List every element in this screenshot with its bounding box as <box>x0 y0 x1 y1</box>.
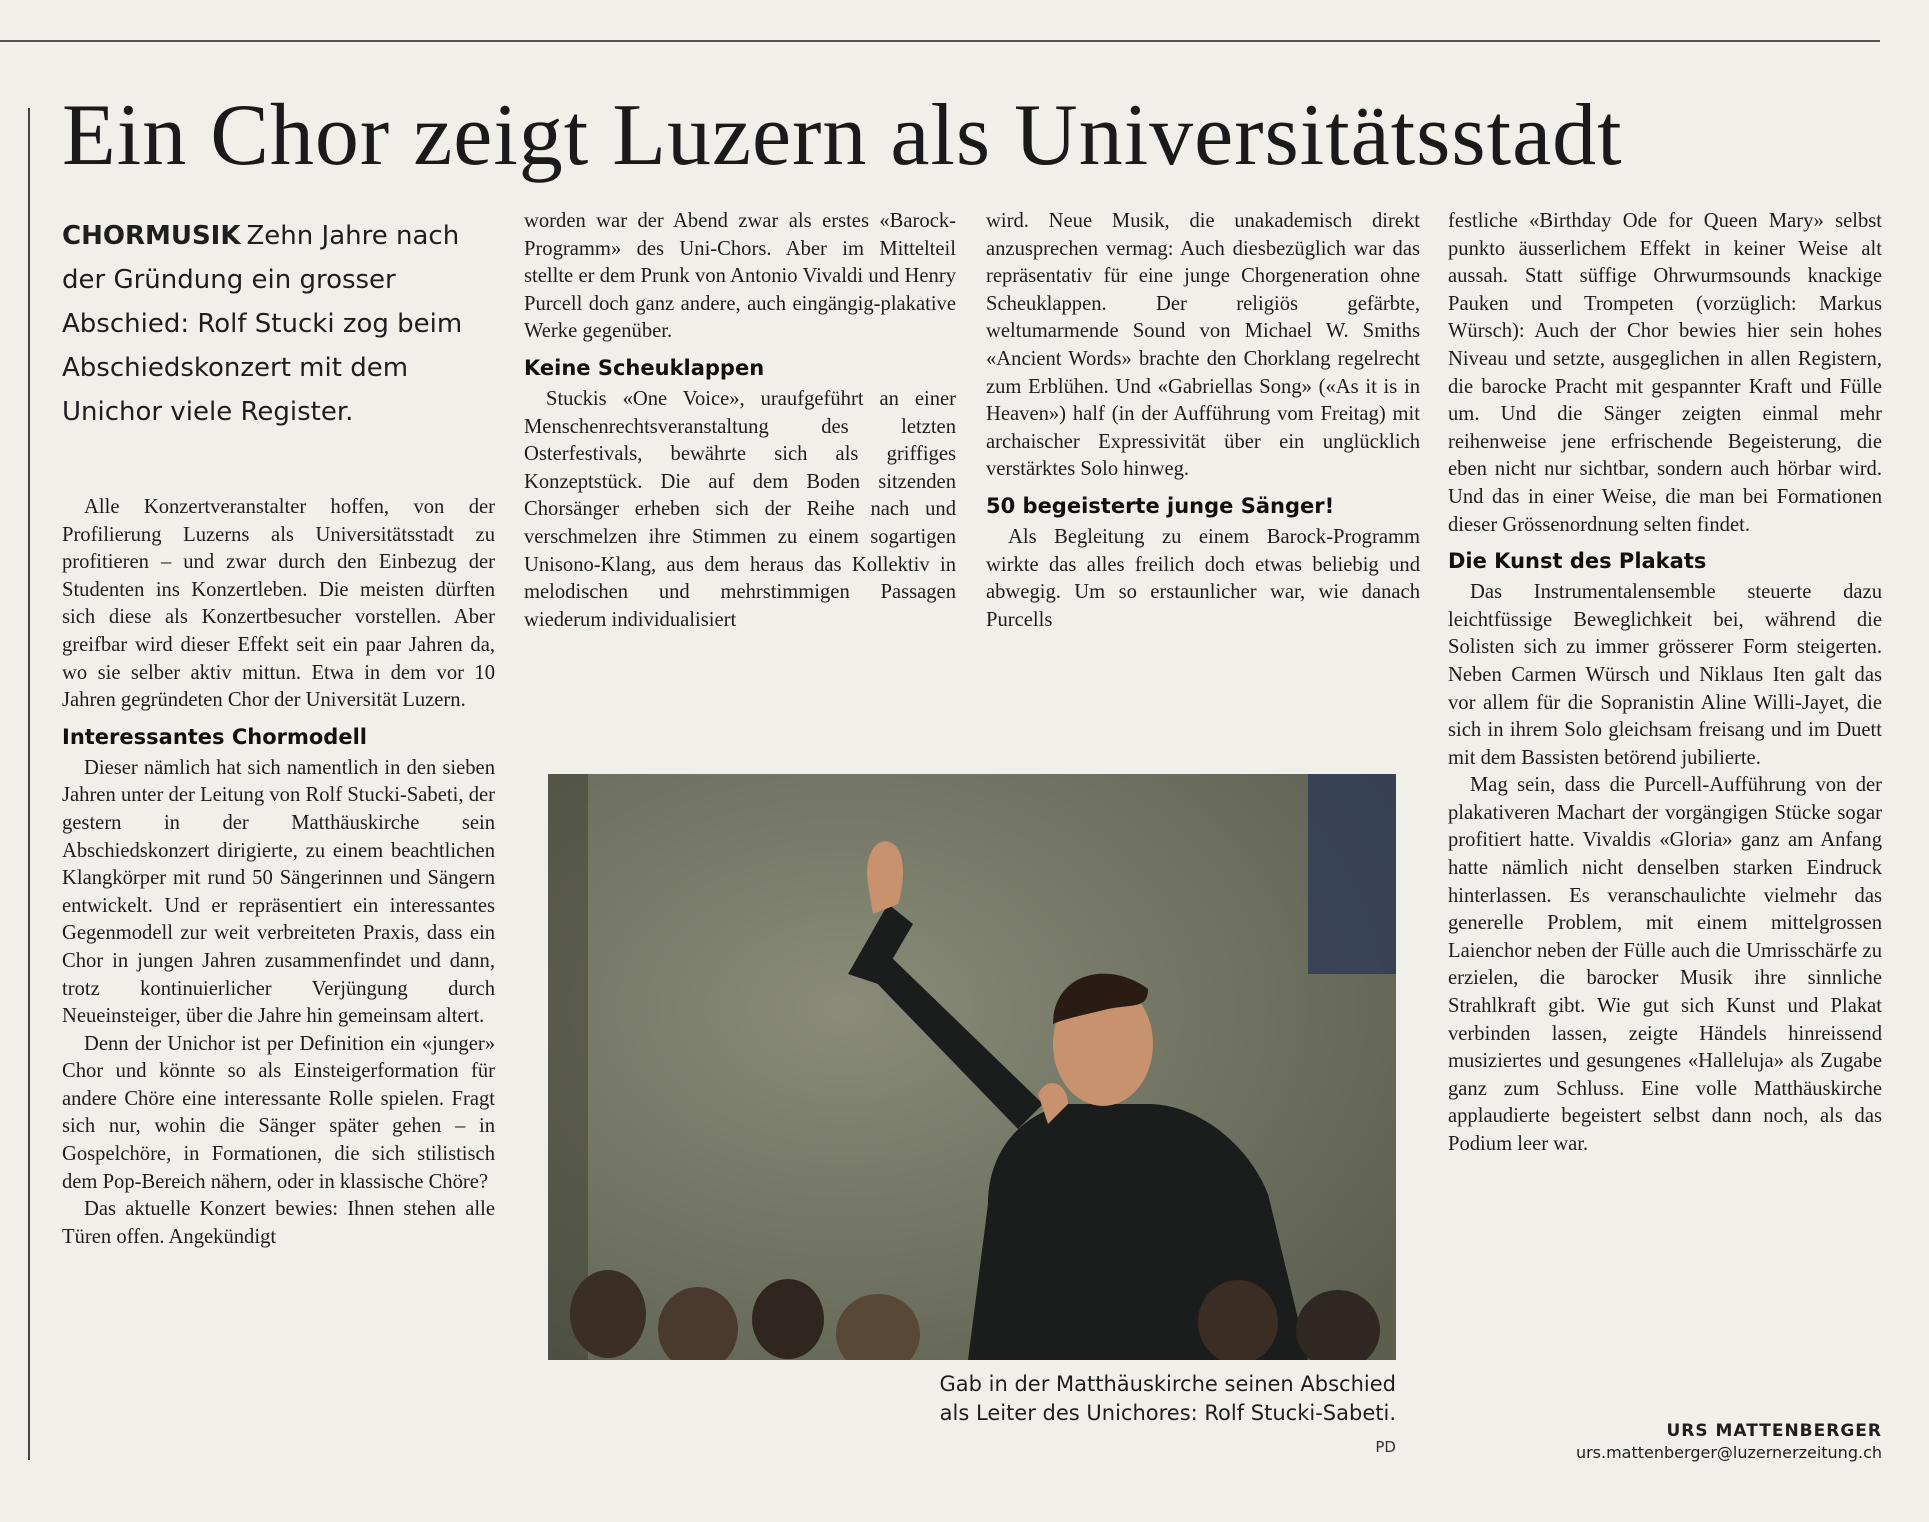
photo-caption <box>548 1370 1396 1428</box>
lead-paragraph <box>62 214 495 434</box>
lead-text: Zehn Jahre nach der Gründung ein grosser Abschied: Rolf Stucki zog beim Abschiedskonzert mit dem Unichor viele Register. <box>62 221 463 427</box>
conductor-photo <box>548 774 1396 1360</box>
subheading-saenger: 50 begeisterte junge Sänger! <box>986 493 1335 518</box>
column-1 <box>62 208 495 1251</box>
body-paragraph: Alle Konzertveranstalter hoffen, von der Profilierung Luzerns als Universitätsstadt zu profitieren – und zwar durch den Einbezug der Studenten ins Konzertleben. Die meisten dürften sich diese als Konzertbesucher vorstellen. Aber greifbar wird dieser Effekt seit ein paar Jahren da, wo sie selber aktiv mittun. Etwa in dem vor 10 Jahren gegründeten Chor der Universität Luzern. <box>62 496 495 712</box>
body-paragraph: Stuckis «One Voice», uraufgeführt an einer Menschenrechtsveranstaltung des letzten Osterfestivals, bewährte sich als griffiges Konzeptstück. Die auf dem Boden sitzenden Chorsänger erheben sich der Reihe nach und verschmelzen ihre Stimmen zu einem sogartigen Unisono-Klang, aus dem heraus das Kollektiv in melodischen und mehrstimmigen Passagen wiederum individualisiert <box>524 387 956 631</box>
subheading-chormodell: Interessantes Chormodell <box>62 724 367 749</box>
article-body-col4 <box>1448 208 1882 1159</box>
left-column-rule <box>28 108 30 1460</box>
body-paragraph: Das aktuelle Konzert bewies: Ihnen stehen alle Türen offen. Angekündigt <box>62 1198 495 1248</box>
body-paragraph: worden war der Abend zwar als erstes «Barock-Programm» des Uni-Chors. Aber im Mittelteil stellte er dem Prunk von Antonio Vivaldi und Henry Purcell doch ganz andere, auch eingängig-plakative Werke gegenüber. <box>524 210 956 343</box>
column-3 <box>986 208 1420 634</box>
author-name: URS MATTENBERGER <box>1666 1421 1882 1441</box>
article-body-col1 <box>62 494 495 1251</box>
article-body-col3 <box>986 208 1420 634</box>
body-paragraph: Denn der Unichor ist per Definition ein «junger» Chor und könnte so als Einsteigerformation für andere Chöre eine interessante Rolle spielen. Fragt sich nur, wohin die Sänger später gehen – in Gospelchöre, in Formationen, die sich stilistisch dem Pop-Bereich nähern, oder in klassische Chöre? <box>62 1032 495 1193</box>
caption-line-1: Gab in der Matthäuskirche seinen Abschied <box>939 1372 1396 1396</box>
body-paragraph: Als Begleitung zu einem Barock-Programm wirkte das alles freilich doch etwas beliebig und abwegig. Um so erstaunlicher war, wie danach Purcells <box>986 525 1420 631</box>
body-paragraph: Mag sein, dass die Purcell-Aufführung von der plakativeren Machart der vorgängigen Stücke sogar profitiert hatte. Vivaldis «Gloria» ganz am Anfang hatte nämlich nicht denselben starken Eindruck hinterlassen. Es veranschaulichte vielmehr das generelle Problem, mit einem mittelgrossen Laienchor neben der Fülle auch die Umrisschärfe zu erzielen, die barocker Musik ihre sinnliche Strahlkraft gibt. Wie gut sich Kunst und Plakat verbinden lassen, zeigte Händels hinreissend musiziertes und gesungenes «Halleluja» als Zugabe ganz zum Schluss. Eine volle Matthäuskirche applaudierte begeistert selbst dann noch, als das Podium leer war. <box>1448 774 1882 1155</box>
column-2 <box>524 208 956 634</box>
photo-credit: PD <box>1375 1438 1396 1456</box>
author-email: urs.mattenberger@luzernerzeitung.ch <box>1575 1443 1882 1462</box>
top-rule <box>0 40 1880 42</box>
lead-kicker: CHORMUSIK <box>62 221 241 251</box>
body-paragraph: Dieser nämlich hat sich namentlich in den sieben Jahren unter der Leitung von Rolf Stucki-Sabeti, der gestern in der Matthäuskirche sein Abschiedskonzert dirigierte, zu einem beachtlichen Klangkörper mit rund 50 Sängerinnen und Sängern entwickelt. Und er repräsentiert ein interessantes Gegenmodell zur weit verbreiteten Praxis, dass ein Chor in jungen Jahren zusammenfindet und dann, trotz kontinuierlicher Verjüngung durch Neueinsteiger, über die Jahre hin gemeinsam altert. <box>62 756 495 1028</box>
subheading-plakat: Die Kunst des Plakats <box>1448 549 1707 574</box>
article-body-col2 <box>524 208 956 634</box>
body-paragraph: festliche «Birthday Ode for Queen Mary» selbst punkto äusserlichem Effekt in keiner Weise alt aussah. Statt süffige Ohrwurmsounds knackige Pauken und Trompeten (vorzüglich: Markus Würsch): Auch der Chor bewies hier sein hohes Niveau und setzte, ausgeglichen in allen Registern, die barocke Pracht mit gespannter Kraft und Fülle um. Und die Sänger zeigten einmal mehr reihenweise jene erfrischende Begeisterung, die eben nicht nur sichtbar, sondern auch hörbar wird. Und das in einer Weise, die man bei Formationen dieser Grössenordnung selten findet. <box>1448 210 1882 536</box>
column-4 <box>1448 208 1882 1159</box>
body-paragraph: Das Instrumentalensemble steuerte dazu leichtfüssige Beweglichkeit bei, während die Solisten sich zu immer grösserer Form steigerten. Neben Carmen Würsch und Niklaus Iten galt das vor allem für die Sopranistin Aline Willi-Jayet, die sich in ihrem Solo gleichsam freisang und im Duett mit dem Bassisten betörend jubilierte. <box>1448 581 1882 769</box>
conductor-illustration <box>548 774 1396 1360</box>
author-block <box>1448 1420 1882 1464</box>
headline: Ein Chor zeigt Luzern als Universitätsstadt <box>62 87 1623 184</box>
caption-line-2: als Leiter des Unichores: Rolf Stucki-Sabeti. <box>939 1401 1396 1425</box>
body-paragraph: wird. Neue Musik, die unakademisch direkt anzusprechen vermag: Auch diesbezüglich war das repräsentativ für eine junge Chorgeneration ohne Scheuklappen. Der religiös gefärbte, weltumarmende Sound von Michael W. Smiths «Ancient Words» brachte den Chorklang regelrecht zum Erblühen. Und «Gabriellas Song» («As it is in Heaven») half (in der Aufführung vom Freitag) mit archaischer Expressivität über ein unglücklich verstärktes Solo hinweg. <box>986 210 1420 481</box>
subheading-scheuklappen: Keine Scheuklappen <box>524 355 765 380</box>
